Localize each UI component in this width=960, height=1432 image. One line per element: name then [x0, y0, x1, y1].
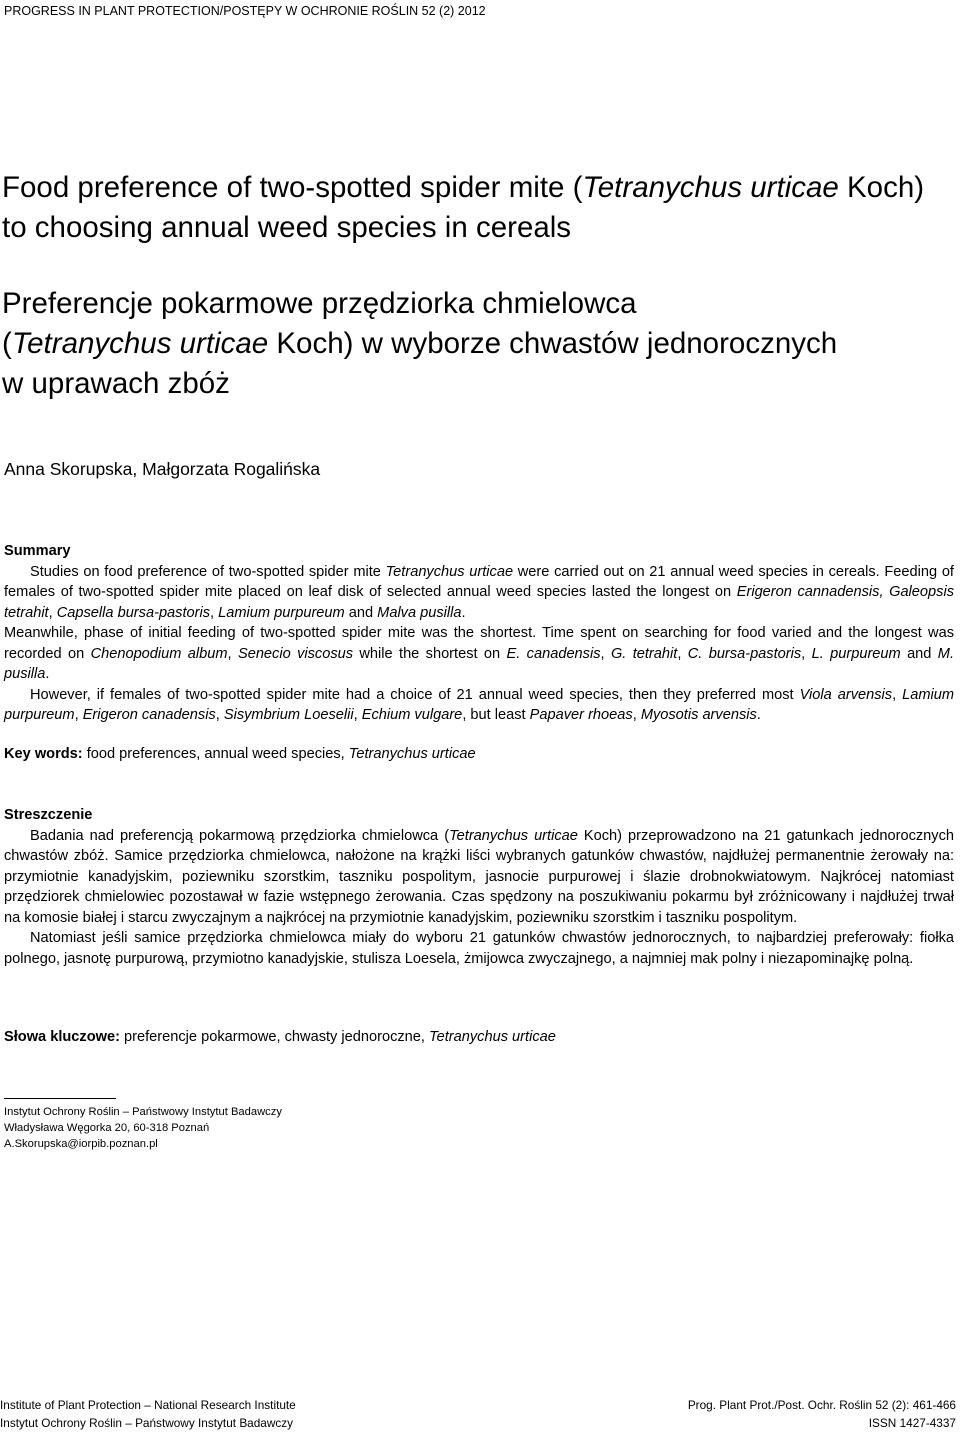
summary-heading: Summary — [4, 543, 71, 559]
streszczenie-paragraph-2: Natomiast jeśli samice przędziorka chmielowca miały do wyboru 21 gatunków chwastów jednorocznych, to najbardziej preferowały: fiołka polnego, jasnotę purpurową, przymiotno kanadyjskie, stulisza Loesela, żmijowca zwyczajnego, a najmniej mak polny i niezapominajkę polną. — [4, 930, 954, 967]
keywords-polish: Słowa kluczowe: preferencje pokarmowe, chwasty jednoroczne, Tetranychus urticae — [4, 1029, 556, 1045]
keywords-english: Key words: food preferences, annual weed species, Tetranychus urticae — [4, 746, 476, 762]
streszczenie-heading: Streszczenie — [4, 807, 93, 823]
summary-paragraph-2: Meanwhile, phase of initial feeding of two-spotted spider mite was the shortest. Time spent on searching for food varied and the longest was recorded on Chenopodium album, Senecio viscosus while the shortest on E. canadensis, G. tetrahit, C. bursa-pastoris, L. purpureum and M. pusilla. — [4, 625, 954, 682]
streszczenie-paragraph-1: Badania nad preferencją pokarmową przędziorka chmielowca (Tetranychus urticae Koch) przeprowadzono na 21 gatunkach jednorocznych chwastów zbóż. Samice przędziorka chmielowca, nałożone na krążki liści wybranych gatunków chwastów, najdłużej permanentnie żerowały na: przymiotnie kanadyjskim, poziewniku szorstkim, taszniku pospolitym, jasnocie purpurowej i ślazie drobnokwiatowym. Najkrócej natomiast przędziorek chmielowiec pozostawał w fazie wstępnego żerowania. Czas spędzony na poszukiwaniu pokarmu był zróżnicowany i najdłużej trwał na komosie białej i starcu zwyczajnym a najkrócej na przymiotnie kanadyjskim, poziewniku szorstkim i taszniku pospolitym. — [4, 827, 954, 926]
summary-section — [4, 541, 954, 726]
summary-paragraph-3: However, if females of two-spotted spider mite had a choice of 21 annual weed species, then they preferred most Viola arvensis, Lamium purpureum, Erigeron canadensis, Sisymbrium Loeselii, Echium vulgare, but least Papaver rhoeas, Myosotis arvensis. — [4, 686, 954, 723]
title-english: Food preference of two-spotted spider mite (Tetranychus urticae Koch) to choosing annual weed species in cereals — [2, 171, 925, 244]
authors: Anna Skorupska, Małgorzata Rogalińska — [4, 459, 321, 479]
running-head: PROGRESS IN PLANT PROTECTION/POSTĘPY W OCHRONIE ROŚLIN 52 (2) 2012 — [4, 4, 486, 18]
title-polish: Preferencje pokarmowe przędziorka chmielowca (Tetranychus urticae Koch) w wyborze chwastów jednorocznych w uprawach zbóż — [2, 287, 838, 400]
footer-citation: Prog. Plant Prot./Post. Ochr. Roślin 52 (2): 461-466 ISSN 1427-4337 — [687, 1398, 956, 1430]
summary-paragraph-1: Studies on food preference of two-spotted spider mite Tetranychus urticae were carried out on 21 annual weed species in cereals. Feeding of females of two-spotted spider mite placed on leaf disk of selected annual weed species lasted the longest on Erigeron cannadensis, Galeopsis tetrahit, Capsella bursa-pastoris, Lamium purpureum and Malva pusilla. — [4, 563, 954, 621]
streszczenie-section — [4, 805, 954, 969]
affiliation: Instytut Ochrony Roślin – Państwowy Instytut Badawczy Władysława Węgorka 20, 60-318 Poznań A.Skorupska@iorpib.poznan.pl — [4, 1106, 282, 1150]
email-address: A.Skorupska@iorpib.poznan.pl — [4, 1138, 158, 1150]
footnote-rule — [4, 1098, 116, 1099]
footer-institute: Institute of Plant Protection – National Research Institute Instytut Ochrony Roślin – Państwowy Instytut Badawczy — [0, 1398, 296, 1430]
